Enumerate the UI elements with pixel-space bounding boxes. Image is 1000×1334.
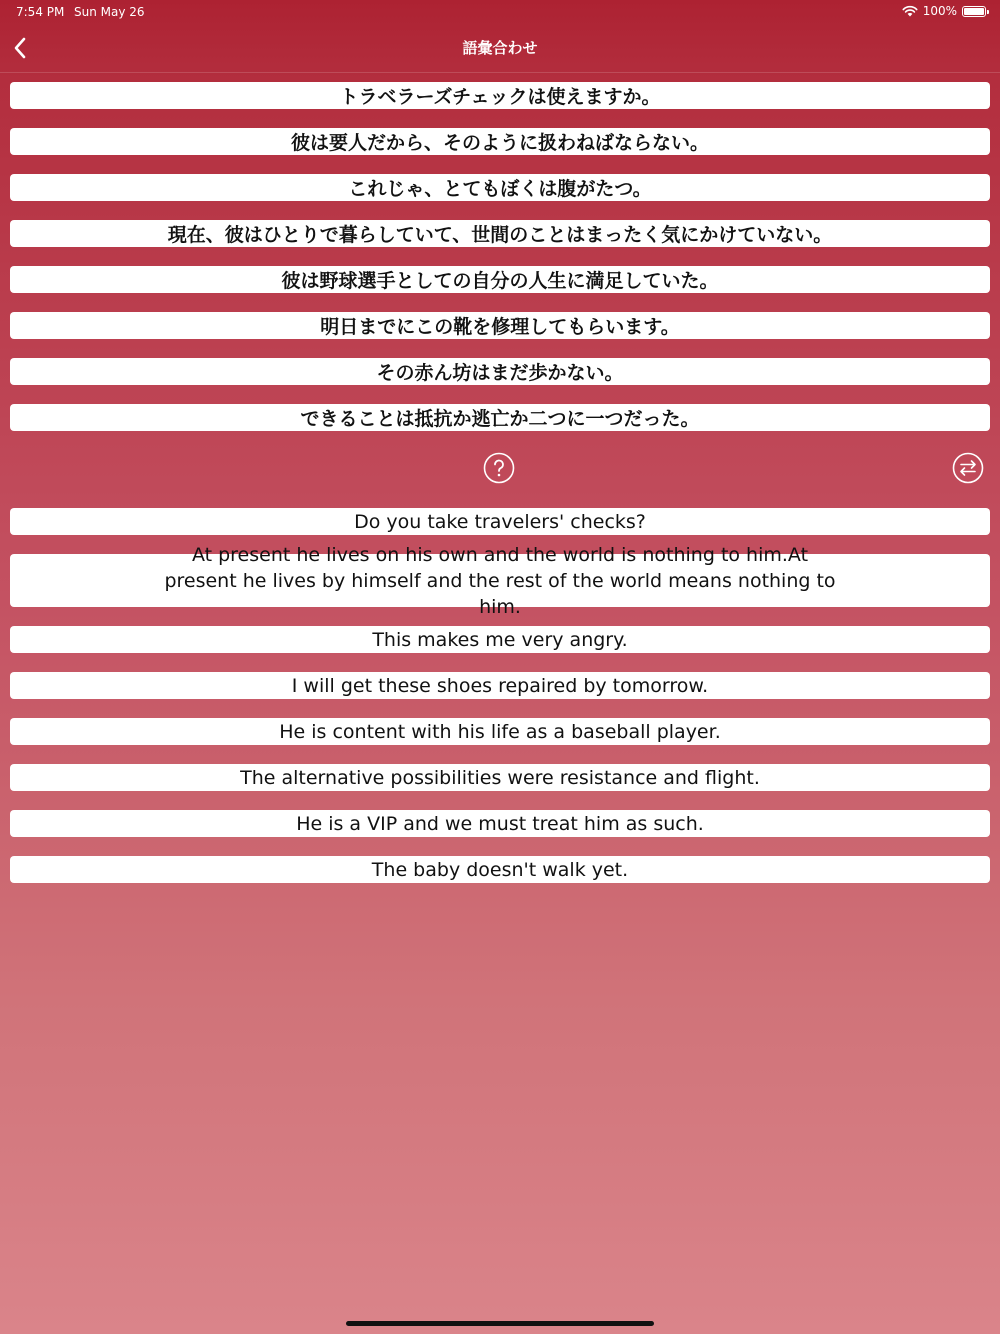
battery-icon — [962, 6, 986, 17]
japanese-sentence-text: 現在、彼はひとりで暮らしていて、世間のことはまったく気にかけていない。 — [167, 224, 833, 246]
status-indicators — [902, 4, 986, 18]
english-sentence-text: The alternative possibilities were resistance and flight. — [240, 766, 760, 789]
navigation-bar — [0, 24, 1000, 73]
english-sentence-card[interactable] — [10, 810, 990, 837]
status-time: 7:54 PM — [16, 5, 65, 19]
english-sentence-text: I will get these shoes repaired by tomorrow. — [291, 674, 709, 697]
swap-button[interactable] — [952, 452, 984, 484]
status-bar — [0, 0, 1000, 24]
status-date: Sun May 26 — [74, 5, 145, 19]
english-sentence-card[interactable] — [10, 543, 990, 618]
english-sentence-card[interactable] — [10, 764, 990, 791]
japanese-sentence-card[interactable] — [10, 220, 990, 247]
japanese-sentence-text: これじゃ、とてもぼくは腹がたつ。 — [348, 178, 652, 200]
japanese-sentence-card[interactable] — [10, 312, 990, 339]
english-sentence-card[interactable] — [10, 672, 990, 699]
english-sentence-text: This makes me very angry. — [372, 628, 628, 651]
japanese-sentence-text: 彼は野球選手としての自分の人生に満足していた。 — [281, 270, 719, 292]
swap-arrows-icon — [952, 452, 984, 484]
japanese-sentence-text: 明日までにこの靴を修理してもらいます。 — [320, 316, 680, 338]
japanese-sentence-card[interactable] — [10, 358, 990, 385]
question-circle-icon — [483, 452, 515, 484]
home-indicator — [346, 1321, 654, 1326]
japanese-sentence-text: トラベラーズチェックは使えますか。 — [339, 86, 661, 108]
japanese-sentence-card[interactable] — [10, 174, 990, 201]
japanese-sentence-card[interactable] — [10, 82, 990, 109]
english-sentence-card[interactable] — [10, 508, 990, 535]
japanese-sentence-text: その赤ん坊はまだ歩かない。 — [376, 362, 624, 384]
english-sentence-card[interactable] — [10, 718, 990, 745]
english-sentence-text: At present he lives on his own and the world is nothing to him.At present he lives by himself and the rest of the world means nothing to him. — [164, 543, 836, 618]
english-sentence-text: He is content with his life as a baseball player. — [279, 720, 721, 743]
japanese-sentence-text: 彼は要人だから、そのように扱わねばならない。 — [290, 132, 709, 154]
japanese-sentence-text: できることは抵抗か逃亡か二つに一つだった。 — [300, 408, 700, 430]
help-button[interactable] — [483, 452, 515, 484]
english-sentence-text: The baby doesn't walk yet. — [371, 858, 629, 881]
wifi-icon — [902, 5, 918, 17]
english-sentence-card[interactable] — [10, 856, 990, 883]
battery-percent: 100% — [922, 4, 957, 18]
english-sentence-card[interactable] — [10, 626, 990, 653]
english-sentence-text: Do you take travelers' checks? — [354, 510, 646, 533]
english-sentence-text: He is a VIP and we must treat him as such. — [296, 812, 704, 835]
page-title: 語彙合わせ — [462, 39, 538, 57]
japanese-sentence-card[interactable] — [10, 266, 990, 293]
japanese-sentence-card[interactable] — [10, 404, 990, 431]
japanese-sentence-card[interactable] — [10, 128, 990, 155]
